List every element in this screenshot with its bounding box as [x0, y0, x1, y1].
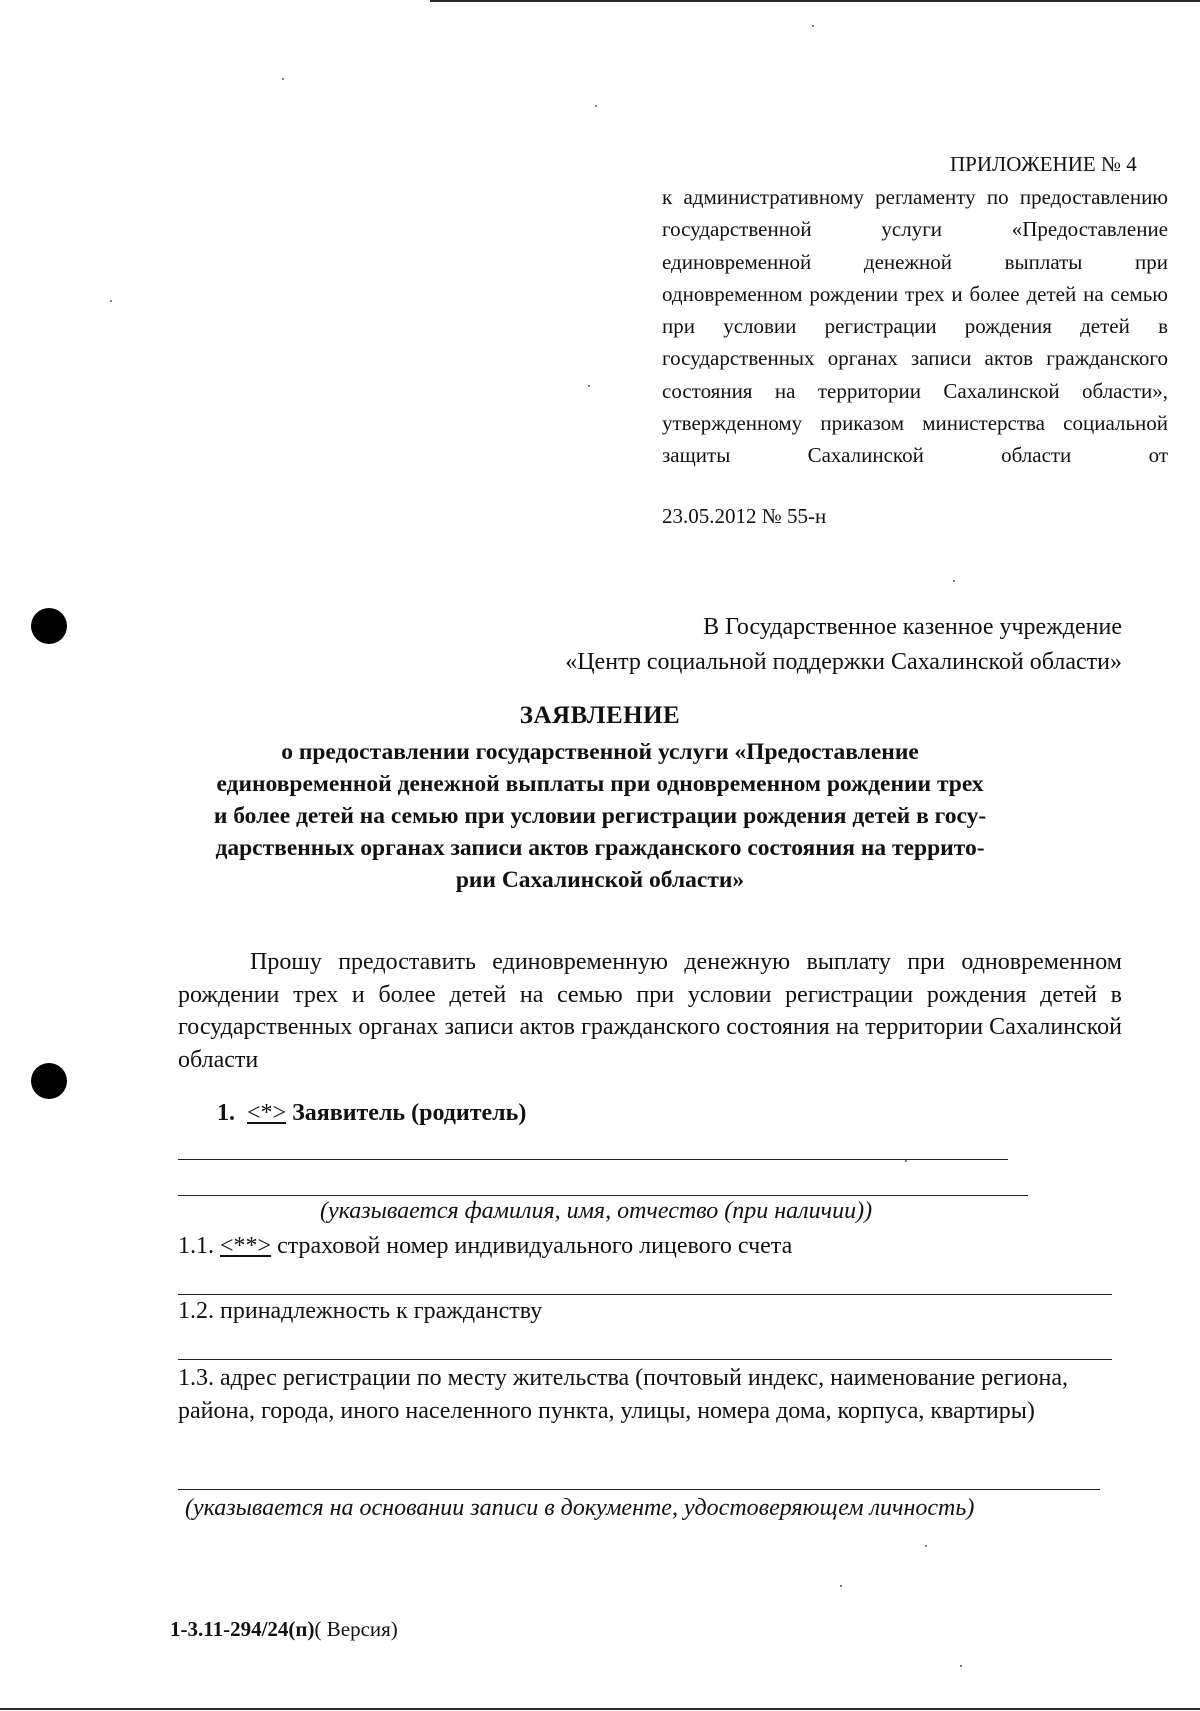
- subtitle-line: и более детей на семью при условии регистрации рождения детей в госу-: [213, 803, 987, 829]
- scan-speck: [282, 78, 284, 80]
- form-subtitle: [0, 736, 1200, 896]
- scan-speck: [953, 580, 955, 582]
- request-paragraph: Прошу предоставить единовременную денежную выплату при одновременном рождении трех и более детей на семью при условии регистрации рождения детей в государственных органах записи актов гражданского состояния на территории Сахалинской области: [178, 949, 1122, 1073]
- scan-speck: [925, 1545, 927, 1547]
- fill-in-line[interactable]: [178, 1159, 1008, 1160]
- appendix-body: к административному регламенту по предоставлению государственной услуги «Предоставление единовременной денежной выплаты при одновременном рождении трех и более детей на семью при условии регистрации рождения детей в государственных органах записи актов гражданского состояния на территории Сахалинской области», утвержденному приказом министерства социальной защиты Сахалинской области от: [662, 185, 1168, 468]
- citizenship-fill-in-line[interactable]: [178, 1359, 1112, 1360]
- doc-version: ( Версия): [314, 1617, 398, 1641]
- appendix-title: ПРИЛОЖЕНИЕ № 4: [950, 152, 1137, 176]
- field-snils-label: [178, 1233, 792, 1260]
- section-applicant-heading: [217, 1100, 526, 1127]
- addressee-line-2: «Центр социальной поддержки Сахалинской области»: [565, 649, 1122, 675]
- addressee-line-1: В Государственное казенное учреждение: [703, 614, 1122, 640]
- punch-hole: [31, 608, 67, 644]
- snils-fill-in-line[interactable]: [178, 1294, 1112, 1295]
- scan-speck: [110, 300, 112, 302]
- subtitle-line: о предоставлении государственной услуги «Предоставление: [281, 739, 919, 765]
- bottom-scan-edge: [0, 1708, 1200, 1710]
- scan-speck: [840, 1585, 842, 1587]
- subtitle-line: рии Сахалинской области»: [455, 867, 745, 893]
- footnote-ref: <*>: [247, 1100, 287, 1126]
- scan-speck: [960, 1665, 962, 1667]
- scan-speck: [595, 105, 597, 107]
- appendix-date: 23.05.2012 № 55-н: [662, 504, 827, 528]
- section-number: 1.: [217, 1100, 235, 1126]
- address-caption: (указывается на основании записи в документе, удостоверяющем личность): [185, 1495, 975, 1521]
- form-title: ЗАЯВЛЕНИЕ: [519, 702, 681, 729]
- footnote-ref: <**>: [220, 1233, 272, 1259]
- scan-speck: [905, 1160, 907, 1162]
- field-citizenship-label: 1.2. принадлежность к гражданству: [178, 1298, 543, 1324]
- scan-speck: [588, 385, 590, 387]
- doc-code: 1-3.11-294/24(п): [170, 1617, 315, 1641]
- punch-hole: [31, 1063, 67, 1099]
- applicant-name-caption: (указывается фамилия, имя, отчество (при наличии)): [320, 1198, 873, 1224]
- section-label: Заявитель (родитель): [292, 1100, 527, 1126]
- document-identifier: [170, 1617, 398, 1642]
- scan-speck: [812, 25, 814, 27]
- field-address-label: 1.3. адрес регистрации по месту жительства (почтовый индекс, наименование региона, района, города, иного населенного пункта, улицы, номера дома, корпуса, квартиры): [178, 1365, 1069, 1424]
- subtitle-line: дарственных органах записи актов гражданского состояния на террито-: [215, 835, 985, 861]
- top-scan-edge: [430, 0, 1200, 2]
- item-text: страховой номер индивидуального лицевого счета: [277, 1233, 793, 1259]
- fill-in-line[interactable]: [178, 1195, 1028, 1196]
- subtitle-line: единовременной денежной выплаты при одновременном рождении трех: [216, 771, 984, 797]
- address-fill-in-line[interactable]: [178, 1489, 1100, 1490]
- item-number: 1.1.: [178, 1233, 214, 1259]
